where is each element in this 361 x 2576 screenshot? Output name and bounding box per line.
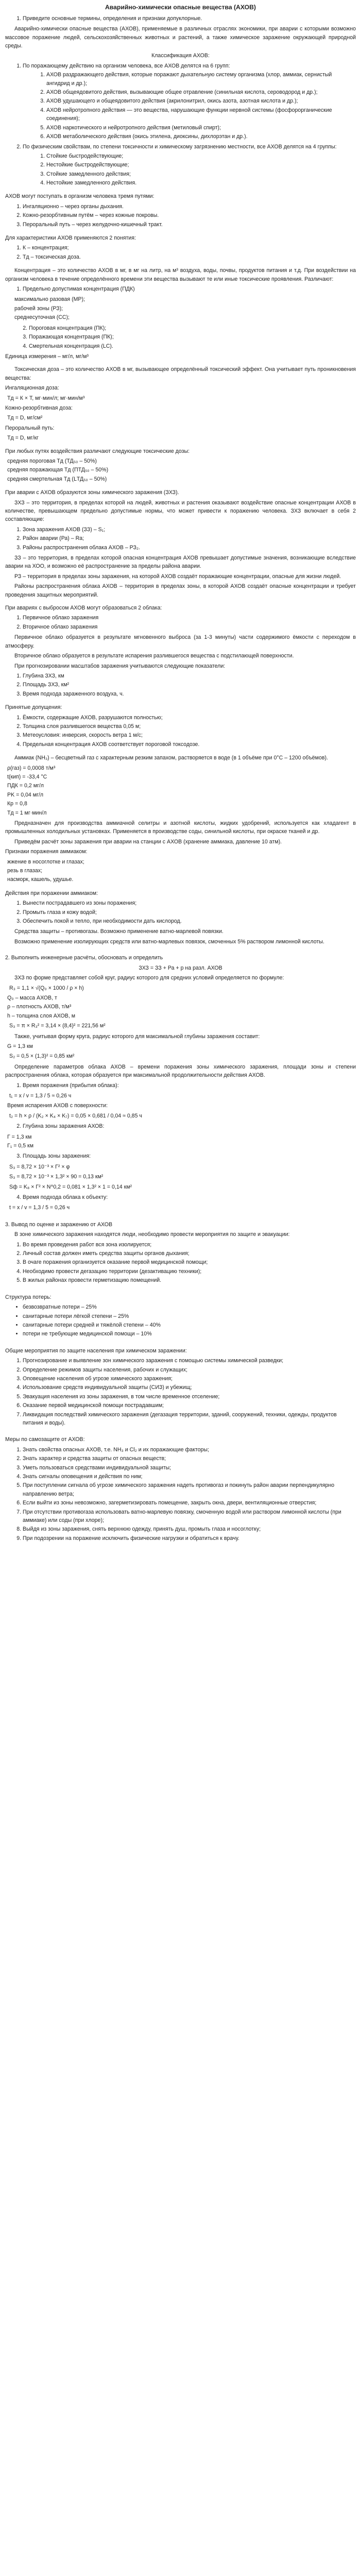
paragraph: В зоне химического заражения находятся люди, необходимо провести мероприятия по защите и эвакуации: bbox=[14, 1231, 290, 1238]
paragraph: При аварии с АХОВ образуются зоны химического заражения (ЗХЗ). bbox=[5, 489, 179, 496]
paragraph: Возможно применение изолирующих средств или ватно-марлевых повязок, смоченных 5% раствором лимонной кислоты. bbox=[14, 938, 324, 945]
list-item: средняя смертельная Тд (LТД₅₀ – 50%) bbox=[7, 476, 107, 482]
list-item: • санитарные потери средней и тяжёлой степени – 40% bbox=[23, 1321, 356, 1329]
list-item: средняя поражающая Тд (ПТД₅₀ – 50%) bbox=[7, 467, 109, 473]
toxic-terms-list bbox=[5, 244, 356, 261]
section-heading: Для характеристики АХОВ применяются 2 понятия: bbox=[5, 235, 136, 242]
section-heading: Действия при поражении аммиаком: bbox=[5, 890, 98, 896]
section-heading: Классификация АХОВ: bbox=[151, 53, 210, 59]
list-item: 1. Первичное облако заражения bbox=[23, 614, 356, 622]
list-item: 2. Толщина слоя разлившегося вещества 0,05 м; bbox=[23, 722, 356, 731]
list-item: 7. Ликвидация последствий химического заражения (дегазация территории, зданий, сооружений, техники, одежды, продуктов питания и воды). bbox=[23, 1411, 356, 1428]
list-item: 1. Зона заражения АХОВ (ЗЗ) – S₁; bbox=[23, 526, 356, 534]
paragraph: Вторичное облако образуется в результате испарения разлившегося вещества с подстилающей поверхности. bbox=[14, 653, 294, 659]
list-item: 4. Необходимо провести дегазацию территории (дезактивацию техники); bbox=[23, 1267, 356, 1276]
list-item: 4. Предельная концентрация АХОВ соответствует пороговой токсодозе. bbox=[23, 740, 356, 749]
list-item-text: По поражающему действию на организм человека, все АХОВ делятся на 6 групп: bbox=[23, 62, 230, 69]
list-item: 2. Кожно-резорбтивным путём – через кожные покровы. bbox=[23, 211, 356, 219]
paragraph: При любых путях воздействия различают следующие токсические дозы: bbox=[5, 448, 190, 454]
paragraph: Признаки поражения аммиаком: bbox=[5, 849, 88, 855]
list-item: Г = 1,3 км bbox=[7, 1133, 32, 1140]
groups-effect-list bbox=[23, 71, 356, 141]
list-item: PK = 0,04 мг/л bbox=[7, 791, 44, 798]
formula: S₃ = π × R₃² = 3,14 × (8,4)² = 221,56 м² bbox=[9, 1023, 106, 1029]
paragraph: Средства защиты – противогазы. Возможно применение ватно-марлевой повязки. bbox=[14, 928, 224, 935]
list-item: среднесуточная (СС); bbox=[14, 314, 70, 321]
list-item: 3. Стойкие замедленного действия; bbox=[46, 170, 356, 178]
zone-parts-list bbox=[5, 526, 356, 552]
section-heading: Меры по самозащите от АХОВ: bbox=[5, 1436, 85, 1443]
paragraph: Приведём расчёт зоны заражения при аварии на станции с АХОВ (хранение аммиака, давление 10 атм). bbox=[14, 838, 282, 845]
section-heading: АХОВ могут поступать в организм человека тремя путями: bbox=[5, 193, 154, 200]
conc-items2 bbox=[5, 324, 356, 350]
task-list4 bbox=[5, 1122, 356, 1130]
intro-paragraph: Аварийно-химически опасные вещества (АХОВ), применяемые в различных отраслях экономики, при аварии с которыми возможно массовое поражение людей, сельскохозяйственных животных и растений, а также химическое заражение окружающей природной среды. bbox=[5, 26, 356, 49]
list-item: 4. Использование средств индивидуальной защиты (СИЗ) и убежищ; bbox=[23, 1383, 356, 1392]
formula: Тд = D, мг/см² bbox=[7, 415, 43, 421]
list-item: рабочей зоны (РЗ); bbox=[14, 305, 63, 312]
ppe-list bbox=[5, 1446, 356, 1543]
list-item: 6. АХОВ метаболического действия (окись этилена, диоксины, дихлорэтан и др.). bbox=[46, 132, 356, 141]
list-item bbox=[23, 143, 356, 187]
formula: R₃ = 1,1 × √(Q₀ × 1000 / ρ × h) bbox=[9, 985, 84, 991]
section-heading: Принятые допущения: bbox=[5, 704, 62, 711]
list-item: 1. Знать свойства опасных АХОВ, т.е. NH₃ и Cl₂ и их поражающие факторы; bbox=[23, 1446, 356, 1454]
list-item: Время испарения АХОВ с поверхности: bbox=[7, 1103, 108, 1109]
list-item: 8. Выйдя из зоны заражения, снять верхнюю одежду, принять душ, промыть глаза и носоглотку; bbox=[23, 1525, 356, 1533]
list-item: t(кип) = -33,4 °С bbox=[7, 773, 47, 780]
paragraph: Концентрация – это количество АХОВ в мг, в мг на литр, на м³ воздуха, воды, почвы, продуктов питания и т.д. При воздействии на организм человека в течение определённого времени эти вещества вызывают те или иные токсические проявления. Различают: bbox=[5, 267, 356, 282]
paragraph: Районы распространения облака АХОВ – территория в пределах зоны, в которой АХОВ создаёт опасные концентрации и требует проведения защитных мероприятий. bbox=[5, 583, 356, 598]
list-item: 1. Вынести пострадавшего из зоны поражения; bbox=[23, 899, 356, 907]
list-item: ρ(газ) = 0,0008 т/м³ bbox=[7, 765, 56, 771]
task-lines3 bbox=[5, 1092, 356, 1120]
list-item: Г₁ = 0,5 км bbox=[7, 1143, 33, 1149]
list-item: 1. Во время проведения работ вся зона изолируется; bbox=[23, 1241, 356, 1249]
task-lines5 bbox=[5, 1163, 356, 1191]
task-lines bbox=[5, 984, 356, 1030]
list-item: резь в глазах; bbox=[7, 868, 43, 874]
list-item: 6. Если выйти из зоны невозможно, загерметизировать помещение, закрыть окна, двери, вентиляционные отверстия; bbox=[23, 1499, 356, 1507]
list-item: жжение в носоглотке и глазах; bbox=[7, 858, 84, 865]
list-item: G = 1,3 км bbox=[7, 1043, 33, 1049]
list-item: 1. Предельно допустимая концентрация (ПДК) bbox=[23, 285, 356, 293]
list-item: Q₀ – масса АХОВ, т bbox=[7, 994, 57, 1001]
list-item: 3. Районы распространения облака АХОВ – РЗ₂. bbox=[23, 544, 356, 552]
list-item: Кр = 0,8 bbox=[7, 801, 27, 807]
list-item: 1. Ёмкости, содержащие АХОВ, разрушаются полностью; bbox=[23, 714, 356, 722]
task-list3 bbox=[5, 1081, 356, 1090]
dose-criteria-list bbox=[5, 457, 356, 483]
task-lines6 bbox=[5, 1204, 356, 1212]
list-item: 1. Время поражения (прибытия облака): bbox=[23, 1081, 356, 1090]
intro-list bbox=[5, 14, 356, 23]
list-item: • потери не требующие медицинской помощи – 10% bbox=[23, 1330, 356, 1338]
label: Ингаляционная доза: bbox=[5, 385, 59, 392]
list-item: 7. При отсутствии противогаза использовать ватно-марлевую повязку, смоченную водой или раствором лимонной кислоты (при аммиаке) или соды (при хлоре); bbox=[23, 1508, 356, 1525]
task-list6 bbox=[5, 1193, 356, 1201]
origin-types-list bbox=[5, 614, 356, 631]
list-item: • безвозвратные потери – 25% bbox=[23, 1303, 356, 1311]
list-item: 3. Обеспечить покой и тепло, при необходимости дать кислород. bbox=[23, 917, 356, 925]
entry-ways-list bbox=[5, 202, 356, 229]
task-lines2 bbox=[5, 1042, 356, 1061]
formula: Тд = К × Т, мг·мин/л; мг·мин/м³ bbox=[7, 395, 85, 401]
paragraph: При прогнозировании масштабов заражения учитываются следующие показатели: bbox=[14, 663, 226, 669]
origin-params-list bbox=[5, 672, 356, 698]
formula: S₂ = 0,5 × (1,3)² = 0,85 км² bbox=[9, 1053, 75, 1060]
struct-list bbox=[5, 1303, 356, 1338]
list-item: 2. Личный состав должен иметь средства защиты органов дыхания; bbox=[23, 1249, 356, 1258]
list-item: 4. АХОВ нейротропного действия — это вещества, нарушающие функции нервной системы (фосфорорганические соединения); bbox=[46, 106, 356, 123]
list-item: 5. При поступлении сигнала об угрозе химического заражения надеть противогаз и покинуть район аварии перпендикулярно направлению ветра; bbox=[23, 1481, 356, 1498]
list-item: 3. В очаге поражения организуется оказание первой медицинской помощи; bbox=[23, 1258, 356, 1266]
list-item: 2. Район аварии (Ра) – Ra; bbox=[23, 534, 356, 543]
list-item: 2. АХОВ общеядовитого действия, вызывающие общее отравление (синильная кислота, сероводород и др.); bbox=[46, 88, 356, 96]
list-item: 3. АХОВ удушающего и общеядовитого действия (акрилонитрил, окись азота, азотная кислота и др.); bbox=[46, 97, 356, 105]
calc-params-list bbox=[5, 764, 356, 817]
list-item: 3. Метеоусловия: инверсия, скорость ветра 1 м/с; bbox=[23, 731, 356, 739]
label: Кожно-резорбтивная доза: bbox=[5, 404, 73, 411]
paragraph: Первичное облако образуется в результате мгновенного выброса (за 1-3 минуты) части содержимого ёмкости с переходом в атмосферу. bbox=[5, 634, 356, 649]
groups-physical-list bbox=[23, 152, 356, 188]
formula: t₂ = h × ρ / (K₂ × K₄ × K₇) = 0,05 × 0,681 / 0,04 ≈ 0,85 ч bbox=[9, 1112, 142, 1119]
section-heading: Структура потерь: bbox=[5, 1294, 51, 1300]
list-item: 2. Промыть глаза и кожу водой; bbox=[23, 908, 356, 917]
paragraph: Токсическая доза – это количество АХОВ в мг, вызывающее определённый токсический эффект. Она учитывает путь проникновения вещества: bbox=[5, 366, 356, 381]
list-item: 1. Ингаляционно – через органы дыхания. bbox=[23, 202, 356, 211]
list-item: 4. Знать сигналы оповещения и действия по ним; bbox=[23, 1472, 356, 1481]
list-item: 2. Глубина зоны заражения АХОВ: bbox=[23, 1122, 356, 1130]
conclusion-list bbox=[5, 1241, 356, 1285]
formula: Тд = D, мг/кг bbox=[7, 435, 39, 442]
formula: ЗХЗ = ЗЗ + Ра + р на разл. АХОВ bbox=[139, 964, 222, 971]
list-item: 5. В жилых районах провести герметизацию помещений. bbox=[23, 1276, 356, 1284]
list-item: 3. Поражающая концентрация (ПК); bbox=[29, 333, 356, 341]
paragraph: Предназначен для производства аммиачной селитры и азотной кислоты, жидких удобрений, используется как хладагент в промышленных холодильных установках. Применяется в производстве соды, синильной кислоты, при окраске тканей и др. bbox=[5, 820, 356, 835]
list-item: 2. Площадь ЗХЗ, км² bbox=[23, 681, 356, 689]
list-item: 2. Вторичное облако заражения bbox=[23, 623, 356, 631]
task-lines4 bbox=[5, 1133, 356, 1150]
list-item: 3. Площадь зоны заражения: bbox=[23, 1152, 356, 1160]
label: Пероральный путь: bbox=[5, 425, 55, 431]
list-item: h – толщина слоя АХОВ, м bbox=[7, 1012, 75, 1019]
list-item: 3. Уметь пользоваться средствами индивидуальной защиты; bbox=[23, 1464, 356, 1472]
rescue-list bbox=[5, 1357, 356, 1427]
list-item: 5. Эвакуация населения из зоны заражения, в том числе временное отселение; bbox=[23, 1393, 356, 1401]
list-item: Тд = 1 мг·мин/л bbox=[7, 809, 47, 816]
list-item: 4. Время подхода облака к объекту: bbox=[23, 1193, 356, 1201]
list-item: • санитарные потери лёгкой степени – 25% bbox=[23, 1312, 356, 1320]
list-item: ПДК = 0,2 мг/л bbox=[7, 783, 44, 789]
paragraph: Также, учитывая форму круга, радиус которого для максимальной глубины заражения составит: bbox=[14, 1033, 260, 1040]
list-item: 2. Определение режимов защиты населения, рабочих и служащих; bbox=[23, 1366, 356, 1374]
section-heading: 2. Выполнить инженерные расчёты, обосновать и определить bbox=[5, 955, 163, 961]
section-heading: 3. Вывод по оценке и заражению от АХОВ bbox=[5, 1221, 113, 1228]
conc-list bbox=[5, 285, 356, 293]
list-item: средняя пороговая Тд (ТД₅₀ – 50%) bbox=[7, 457, 97, 464]
list-item: 2. Знать характер и средства защиты от опасных веществ; bbox=[23, 1454, 356, 1463]
task-list5 bbox=[5, 1152, 356, 1160]
list-item: ρ – плотность АХОВ, т/м³ bbox=[7, 1004, 72, 1010]
assume-list bbox=[5, 714, 356, 749]
list-item-text: По физическим свойствам, по степени токсичности и химическому загрязнению местности, все АХОВ делятся на 4 группы: bbox=[23, 144, 337, 150]
list-item: максимально разовая (МР); bbox=[14, 296, 85, 303]
formula: S₃ = 8,72 × 10⁻³ × 1,3² × 90 = 0,13 км² bbox=[9, 1174, 104, 1180]
list-item: 4. Смертельная концентрация (LС). bbox=[29, 342, 356, 350]
section-heading: При авариях с выбросом АХОВ могут образоваться 2 облака: bbox=[5, 605, 162, 612]
list-item: 3. Оповещение населения об угрозе химического заражения; bbox=[23, 1375, 356, 1383]
list-item: 4. Нестойкие замедленного действия. bbox=[46, 179, 356, 187]
paragraph: ЗХЗ – это территория, в пределах которой на людей, животных и растения оказывают воздействие опасные концентрации АХОВ в количестве, превышающем предельно допустимые нормы, что может привести к поражению человека. ЗХЗ включает в себя 2 составляющие: bbox=[5, 499, 356, 523]
list-item: 1. Глубина ЗХЗ, км bbox=[23, 672, 356, 680]
list-item: 9. При подозрении на поражение исключить физические нагрузки и обратиться к врачу. bbox=[23, 1534, 356, 1543]
formula: t₁ = x / v = 1,3 / 5 ≈ 0,26 ч bbox=[9, 1092, 72, 1099]
classification-list bbox=[5, 62, 356, 188]
page-title: Аварийно-химически опасные вещества (АХОВ) bbox=[105, 4, 256, 11]
paragraph: ЗХЗ по форме представляет собой круг, радиус которого для средних условий определяется по формуле: bbox=[14, 975, 284, 981]
paragraph: Аммиак (NH₃) – бесцветный газ с характерным резким запахом, растворяется в воде (в 1 объёме при 0°С – 1200 объёмов). bbox=[14, 755, 328, 761]
list-item: 2. Нестойкие быстродействующие; bbox=[46, 161, 356, 169]
list-item: 2. Пороговая концентрация (ПК); bbox=[29, 324, 356, 332]
list-item bbox=[23, 62, 356, 141]
list-item: 5. АХОВ наркотического и нейротропного действия (метиловый спирт); bbox=[46, 124, 356, 132]
formula: S₃ = 8,72 × 10⁻³ × Г² × φ bbox=[9, 1163, 70, 1170]
conc-items bbox=[5, 295, 356, 321]
calc-signs-list bbox=[5, 858, 356, 884]
list-item: 3. Пероральный путь – через желудочно-кишечный тракт. bbox=[23, 221, 356, 229]
list-item: 1. АХОВ раздражающего действия, которые поражают дыхательную систему организма (хлор, аммиак, сернистый ангидрид и др.); bbox=[46, 71, 356, 88]
first-aid-list bbox=[5, 899, 356, 925]
list-item: 3. Время подхода зараженного воздуха, ч. bbox=[23, 690, 356, 698]
paragraph: ЗЗ – это территория, в пределах которой опасная концентрация АХОВ превышает допустимые значения, возникающие вследствие аварии на ХОО, и возможно её распространение за пределы района аварии. bbox=[5, 555, 356, 570]
list-item: насморк, кашель, удушье. bbox=[7, 876, 74, 883]
list-item: 1. Стойкие быстродействующие; bbox=[46, 152, 356, 160]
formula: t = x / v = 1,3 / 5 = 0,26 ч bbox=[9, 1205, 70, 1211]
formula: Sф = K₈ × Г² × N^0,2 = 0,081 × 1,3² × 1 = 0,14 км² bbox=[9, 1183, 132, 1190]
section-heading: Общие мероприятия по защите населения при химическом заражении: bbox=[5, 1347, 187, 1354]
list-item: 6. Оказание первой медицинской помощи пострадавшим; bbox=[23, 1401, 356, 1410]
list-item: 1. Приведите основные термины, определения и признаки допуклорные. bbox=[23, 14, 356, 23]
unit-line: Единица измерения – мг/л, мг/м³ bbox=[5, 353, 89, 360]
list-item: 1. Прогнозирование и выявление зон химического заражения с помощью системы химической разведки; bbox=[23, 1357, 356, 1365]
paragraph: РЗ – территория в пределах зоны заражения, на которой АХОВ создаёт поражающие концентрации, опасные для жизни людей. bbox=[14, 573, 341, 580]
paragraph: Определение параметров облака АХОВ – времени поражения зоны химического заражения, площади зоны и степени распространения облака, которая образуется при максимальной продолжительности действия АХОВ. bbox=[5, 1063, 356, 1079]
list-item: 2. Тд – токсическая доза. bbox=[23, 253, 356, 261]
list-item: 1. К – концентрация; bbox=[23, 244, 356, 252]
